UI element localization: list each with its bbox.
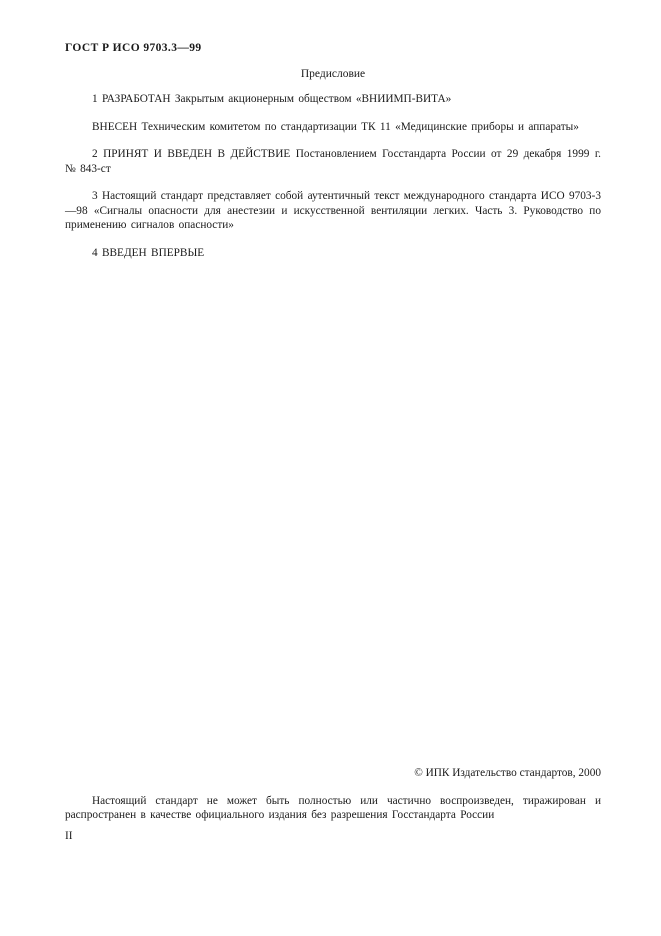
clause-4-first-edition: 4 ВВЕДЕН ВПЕРВЫЕ	[92, 246, 205, 259]
clause-submitted: ВНЕСЕН Техническим комитетом по стандартизации ТК 11 «Медицинские приборы и аппараты»	[92, 120, 579, 133]
clause-3-authentic-text: 3 Настоящий стандарт представляет собой аутентичный текст международного стандарта ИСО 9703-3—98 «Сигналы опасности для анестезии и искусственной вентиляции легких. Часть 3. Руководство по применению сигналов опасности»	[65, 190, 601, 231]
standard-designation-header: ГОСТ Р ИСО 9703.3—99	[65, 42, 202, 54]
page-number: II	[65, 829, 73, 842]
clause-1-developed: 1 РАЗРАБОТАН Закрытым акционерным обществом «ВНИИМП-ВИТА»	[92, 93, 452, 105]
reproduction-disclaimer: Настоящий стандарт не может быть полностью или частично воспроизведен, тиражирован и распространен в качестве официального издания без разрешения Госстандарта России	[65, 794, 601, 821]
page-content	[65, 42, 601, 273]
page-footer	[65, 766, 601, 843]
clause-2-adopted: 2 ПРИНЯТ И ВВЕДЕН В ДЕЙСТВИЕ Постановлением Госстандарта России от 29 декабря 1999 г. № 843-ст	[65, 148, 601, 175]
copyright-notice: © ИПК Издательство стандартов, 2000	[414, 767, 601, 779]
foreword-title: Предисловие	[300, 68, 366, 80]
